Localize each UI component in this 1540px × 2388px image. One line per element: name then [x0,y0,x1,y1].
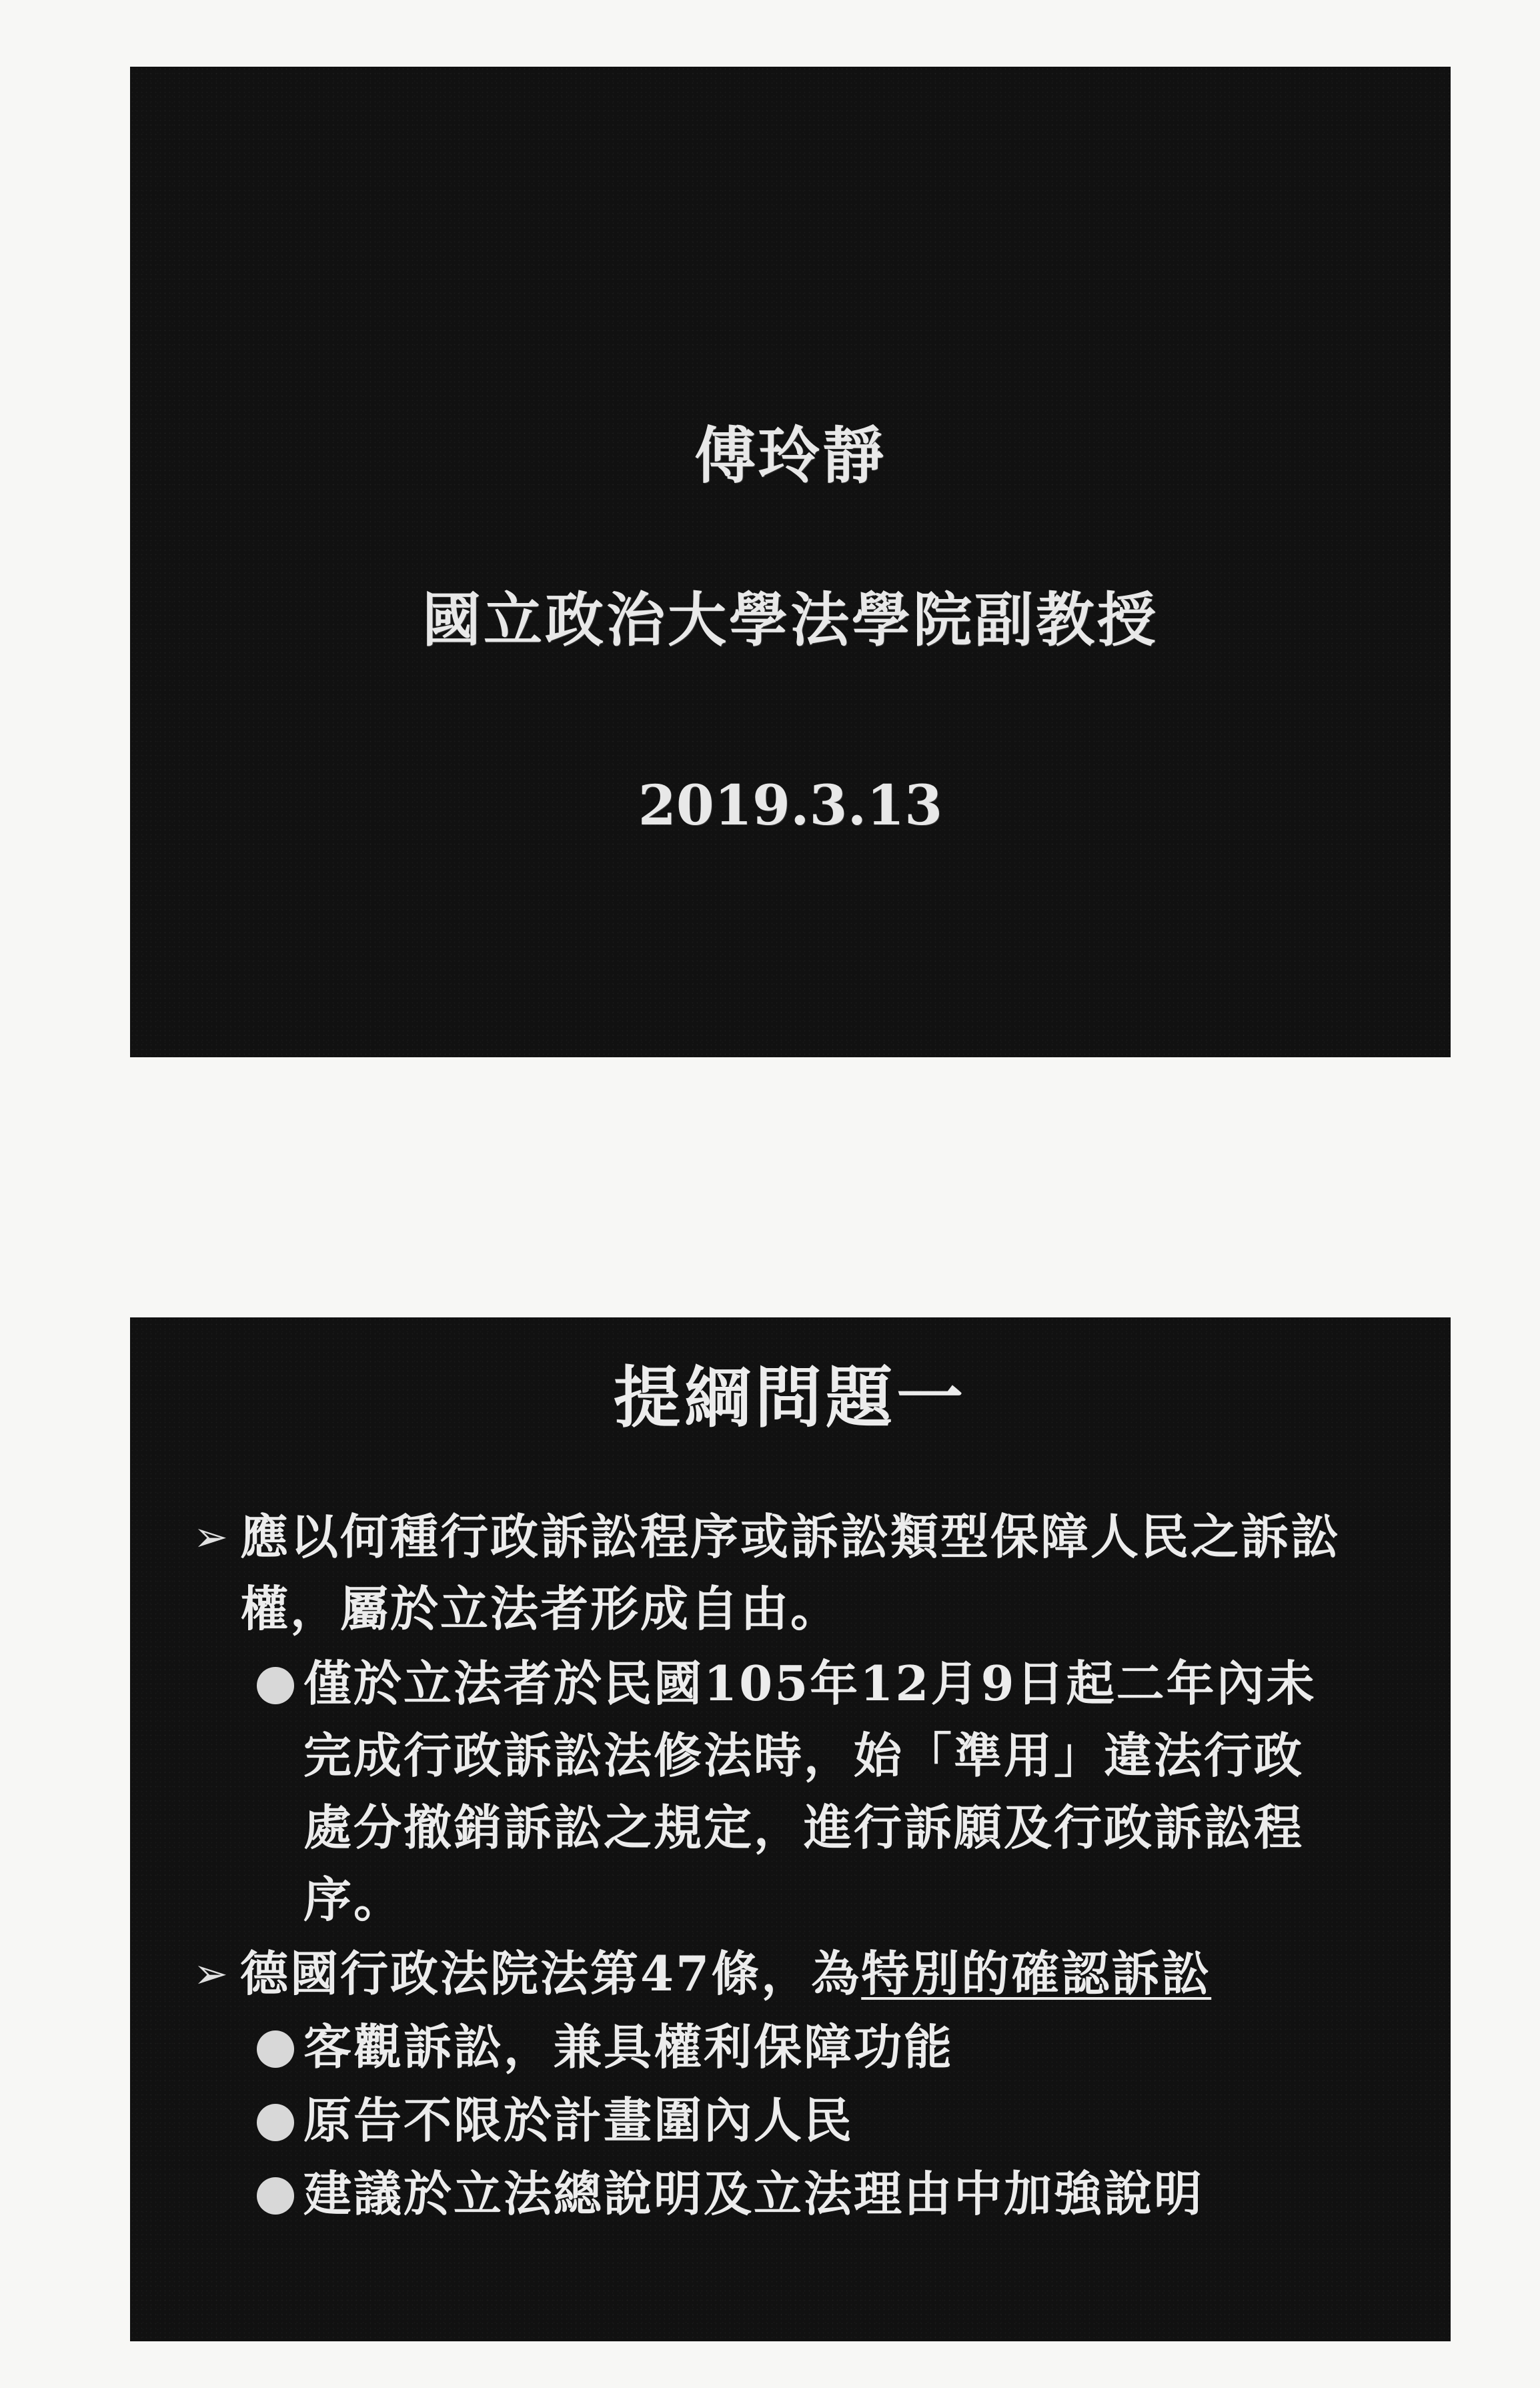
title-slide [130,67,1451,1057]
author-name: 傅玲靜 [694,420,886,492]
bullet-text-emphasis: 特別的確認訴訟 [861,1945,1212,2002]
sub-bullet-item [257,2011,1391,2083]
sub-bullet-item [257,2084,1391,2157]
sub-bullet-item [257,2158,1391,2230]
sub-bullet-text: 原告不限於計畫圍內人民 [303,2092,854,2149]
sub-bullet-text: 僅於立法者於民國105年12月9日起二年內未完成行政訴訟法修法時，始「準用」違法行政處分撤銷訴訟之規定，進行訴願及行政訴訟程序。 [303,1655,1317,1928]
sub-bullet-text: 客觀訴訟，兼具權利保障功能 [303,2018,954,2075]
circle-bullet-icon [257,2030,294,2068]
circle-bullet-icon [257,1667,294,1704]
sub-bullet-text: 建議於立法總說明及立法理由中加強說明 [303,2165,1205,2222]
bullet-text-prefix: 德國行政法院法第47條，為 [240,1945,862,2002]
outline-slide [130,1317,1451,2341]
bullet-item [193,1938,1427,2010]
arrow-bullet-icon: ➢ [193,1512,230,1561]
bullet-text [240,1938,1367,2010]
circle-bullet-icon [257,2177,294,2215]
arrow-bullet-icon: ➢ [193,1949,230,1998]
circle-bullet-icon [257,2104,294,2141]
presentation-date: 2019.3.13 [638,774,943,838]
slide-title: 提綱問題一 [614,1358,967,1437]
sub-bullet-item [257,1648,1391,1936]
author-affiliation: 國立政治大學法學院副教授 [422,585,1159,654]
bullet-item [193,1501,1427,1645]
bullet-text: 應以何種行政訴訟程序或訴訟類型保障人民之訴訟權，屬於立法者形成自由。 [240,1508,1341,1637]
